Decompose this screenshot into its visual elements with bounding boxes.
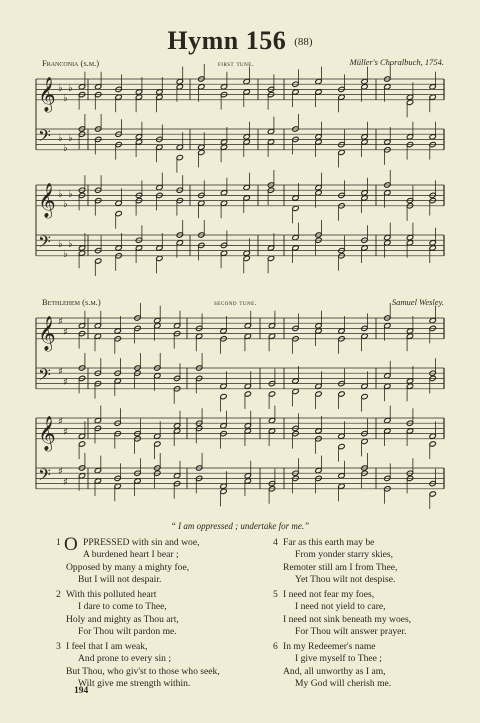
verse-line: I feel that I am weak,	[66, 641, 148, 652]
verse-number: 2	[56, 589, 61, 600]
tune-name-franconia: Franconia (s.m.)	[42, 58, 100, 68]
svg-text:♭: ♭	[68, 132, 73, 144]
drop-cap: O	[64, 534, 78, 555]
svg-text:♯: ♯	[58, 466, 63, 478]
svg-text:♭: ♭	[58, 188, 63, 200]
verse-number: 1	[56, 537, 61, 548]
verse-line: In my Redeemer's name	[283, 641, 376, 652]
tune-label-first: first tune.	[218, 59, 255, 68]
svg-text:♯: ♯	[58, 366, 63, 378]
verse-line: And prone to every sin ;	[78, 653, 171, 665]
verse-6	[273, 641, 458, 691]
verse-line: Remoter still am I from Thee,	[283, 561, 398, 573]
verse-number: 4	[273, 537, 278, 548]
verse-line: I give myself to Thee ;	[295, 653, 382, 665]
hymn-number: (88)	[294, 36, 313, 48]
svg-text:♭: ♭	[68, 238, 73, 250]
svg-text:♭: ♭	[58, 238, 63, 250]
verse-line: But I will not despair.	[78, 574, 162, 586]
svg-text:♭: ♭	[63, 143, 68, 155]
epigraph: “ I am oppressed ; undertake for me.”	[170, 521, 310, 531]
svg-text:𝄢: 𝄢	[38, 231, 51, 256]
tune-composer-franconia: Müller's Choralbuch, 1754.	[349, 57, 444, 67]
verse-line: With this polluted heart	[66, 589, 157, 600]
verse-number: 6	[273, 641, 278, 652]
page-number: 194	[74, 686, 89, 696]
svg-text:𝄞: 𝄞	[38, 76, 56, 112]
svg-text:𝄢: 𝄢	[38, 364, 51, 389]
svg-text:♭: ♭	[63, 93, 68, 105]
verse-line: A burdened heart I bear ;	[83, 549, 179, 561]
svg-text:♯: ♯	[63, 377, 68, 388]
verse-line: I need not sink beneath my woes,	[283, 613, 412, 625]
svg-text:♭: ♭	[58, 132, 63, 144]
verse-line: Wilt give me strength within.	[78, 678, 191, 690]
svg-text:♯: ♯	[63, 477, 68, 488]
svg-text:𝄞: 𝄞	[38, 415, 56, 451]
svg-text:♭: ♭	[68, 188, 73, 200]
tune-name-bethlehem: Bethlehem (s.m.)	[42, 297, 101, 307]
verse-line: Opposed by many a mighty foe,	[66, 561, 190, 573]
verse-line: And, all unworthy as I am,	[283, 665, 386, 677]
verse-number: 5	[273, 589, 278, 600]
svg-text:♭: ♭	[68, 82, 73, 94]
verse-line: PPRESSED with sin and woe,	[83, 537, 200, 548]
hymn-heading: Hymn 156	[167, 26, 287, 55]
verse-line: My God will cherish me.	[295, 678, 392, 690]
svg-text:𝄞: 𝄞	[38, 182, 56, 218]
verse-5	[273, 589, 458, 639]
svg-text:♭: ♭	[63, 199, 68, 211]
verse-line: Holy and mighty as Thou art,	[66, 613, 179, 625]
svg-text:♯: ♯	[63, 327, 68, 338]
svg-text:♯: ♯	[58, 416, 63, 428]
verse-number: 3	[56, 641, 61, 652]
verse-line: I need not fear my foes,	[283, 589, 375, 600]
svg-text:♭: ♭	[63, 249, 68, 261]
tune-composer-bethlehem: Samuel Wesley.	[391, 297, 444, 307]
svg-text:♯: ♯	[58, 316, 63, 328]
verse-2	[56, 589, 266, 639]
verse-line: I dare to come to Thee,	[78, 601, 167, 613]
verse-1	[56, 534, 256, 587]
svg-text:𝄢: 𝄢	[38, 125, 51, 150]
svg-text:𝄞: 𝄞	[38, 315, 56, 351]
svg-text:♭: ♭	[58, 82, 63, 94]
verse-line: But Thou, who giv'st to those who seek,	[66, 665, 220, 677]
verse-line: Yet Thou wilt not despise.	[295, 574, 396, 586]
verse-4	[273, 537, 453, 587]
verse-line: For Thou wilt answer prayer.	[295, 626, 407, 638]
verse-line: For Thou wilt pardon me.	[78, 626, 177, 638]
verse-3	[56, 641, 276, 691]
tune-label-second: second tune.	[214, 298, 258, 307]
svg-text:𝄢: 𝄢	[38, 464, 51, 489]
verse-line: Far as this earth may be	[283, 537, 375, 548]
verse-line: From yonder starry skies,	[295, 549, 394, 561]
verse-line: I need not yield to care,	[295, 601, 386, 613]
svg-text:♯: ♯	[63, 427, 68, 438]
